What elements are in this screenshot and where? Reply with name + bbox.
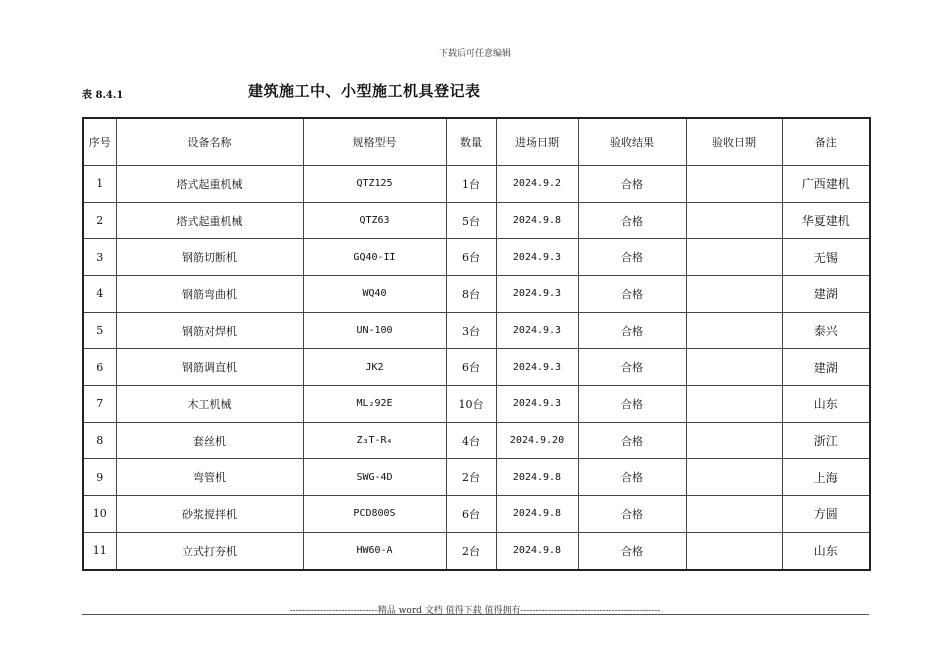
cell-check-date [686, 349, 782, 386]
cell-result: 合格 [578, 239, 686, 276]
cell-check-date [686, 532, 782, 570]
cell-name: 套丝机 [116, 422, 303, 459]
cell-note: 方圆 [782, 496, 870, 533]
cell-note: 浙江 [782, 422, 870, 459]
cell-note: 山东 [782, 386, 870, 423]
cell-no: 3 [83, 239, 116, 276]
cell-result: 合格 [578, 312, 686, 349]
cell-qty: 1台 [446, 166, 496, 203]
cell-model: QTZ63 [303, 202, 446, 239]
cell-no: 9 [83, 459, 116, 496]
cell-name: 钢筋调直机 [116, 349, 303, 386]
cell-result: 合格 [578, 386, 686, 423]
page-title: 建筑施工中、小型施工机具登记表 [248, 82, 481, 100]
cell-check-date [686, 202, 782, 239]
cell-result: 合格 [578, 422, 686, 459]
cell-model: HW60-A [303, 532, 446, 570]
table-row [83, 239, 870, 276]
column-header-note: 备注 [782, 118, 870, 166]
cell-model: GQ40-II [303, 239, 446, 276]
cell-note: 广西建机 [782, 166, 870, 203]
table-header-row [83, 118, 870, 166]
cell-qty: 8台 [446, 276, 496, 313]
cell-name: 钢筋切断机 [116, 239, 303, 276]
cell-name: 木工机械 [116, 386, 303, 423]
cell-name: 砂浆搅拌机 [116, 496, 303, 533]
cell-entry-date: 2024.9.2 [496, 166, 578, 203]
cell-note: 建湖 [782, 276, 870, 313]
cell-result: 合格 [578, 276, 686, 313]
cell-entry-date: 2024.9.3 [496, 312, 578, 349]
cell-no: 7 [83, 386, 116, 423]
cell-name: 塔式起重机械 [116, 166, 303, 203]
cell-model: SWG-4D [303, 459, 446, 496]
cell-no: 6 [83, 349, 116, 386]
column-header-qty: 数量 [446, 118, 496, 166]
cell-entry-date: 2024.9.3 [496, 239, 578, 276]
cell-entry-date: 2024.9.20 [496, 422, 578, 459]
cell-entry-date: 2024.9.8 [496, 496, 578, 533]
cell-qty: 6台 [446, 239, 496, 276]
cell-model: PCD800S [303, 496, 446, 533]
cell-note: 山东 [782, 532, 870, 570]
table-row [83, 276, 870, 313]
cell-check-date [686, 276, 782, 313]
footer-text: -----------------------------精品 word 文档 值得下载 值得拥有---------------------------------------------- [289, 606, 661, 616]
header-note: 下载后可任意编辑 [438, 49, 511, 59]
cell-name: 塔式起重机械 [116, 202, 303, 239]
column-header-entry-date: 进场日期 [496, 118, 578, 166]
cell-qty: 6台 [446, 496, 496, 533]
cell-qty: 3台 [446, 312, 496, 349]
cell-qty: 6台 [446, 349, 496, 386]
cell-entry-date: 2024.9.3 [496, 349, 578, 386]
cell-note: 建湖 [782, 349, 870, 386]
cell-name: 钢筋对焊机 [116, 312, 303, 349]
cell-qty: 10台 [446, 386, 496, 423]
table-row [83, 349, 870, 386]
equipment-register-table [82, 117, 871, 571]
cell-result: 合格 [578, 459, 686, 496]
cell-note: 泰兴 [782, 312, 870, 349]
cell-model: JK2 [303, 349, 446, 386]
table-row [83, 312, 870, 349]
cell-qty: 4台 [446, 422, 496, 459]
column-header-result: 验收结果 [578, 118, 686, 166]
cell-note: 华夏建机 [782, 202, 870, 239]
cell-check-date [686, 312, 782, 349]
cell-note: 无锡 [782, 239, 870, 276]
cell-result: 合格 [578, 496, 686, 533]
cell-entry-date: 2024.9.8 [496, 202, 578, 239]
cell-no: 11 [83, 532, 116, 570]
table-row [83, 459, 870, 496]
cell-model: ML₂92E [303, 386, 446, 423]
cell-result: 合格 [578, 349, 686, 386]
table-row [83, 532, 870, 570]
table-row [83, 422, 870, 459]
column-header-no: 序号 [83, 118, 116, 166]
cell-check-date [686, 239, 782, 276]
cell-entry-date: 2024.9.8 [496, 532, 578, 570]
table-number: 表 8.4.1 [82, 90, 124, 101]
cell-entry-date: 2024.9.3 [496, 276, 578, 313]
cell-no: 5 [83, 312, 116, 349]
column-header-check-date: 验收日期 [686, 118, 782, 166]
cell-check-date [686, 166, 782, 203]
cell-result: 合格 [578, 202, 686, 239]
cell-note: 上海 [782, 459, 870, 496]
table-row [83, 496, 870, 533]
table-row [83, 202, 870, 239]
cell-qty: 2台 [446, 459, 496, 496]
cell-name: 钢筋弯曲机 [116, 276, 303, 313]
cell-entry-date: 2024.9.3 [496, 386, 578, 423]
cell-entry-date: 2024.9.8 [496, 459, 578, 496]
cell-no: 10 [83, 496, 116, 533]
cell-no: 8 [83, 422, 116, 459]
cell-result: 合格 [578, 532, 686, 570]
cell-check-date [686, 496, 782, 533]
cell-check-date [686, 386, 782, 423]
table-row [83, 386, 870, 423]
cell-qty: 2台 [446, 532, 496, 570]
cell-no: 4 [83, 276, 116, 313]
cell-model: QTZ125 [303, 166, 446, 203]
cell-check-date [686, 459, 782, 496]
column-header-name: 设备名称 [116, 118, 303, 166]
cell-check-date [686, 422, 782, 459]
table-row [83, 166, 870, 203]
column-header-model: 规格型号 [303, 118, 446, 166]
cell-no: 1 [83, 166, 116, 203]
cell-result: 合格 [578, 166, 686, 203]
cell-name: 弯管机 [116, 459, 303, 496]
table-body [83, 166, 870, 571]
cell-no: 2 [83, 202, 116, 239]
cell-model: UN-100 [303, 312, 446, 349]
cell-qty: 5台 [446, 202, 496, 239]
cell-model: WQ40 [303, 276, 446, 313]
cell-model: Z₃T-R₄ [303, 422, 446, 459]
cell-name: 立式打夯机 [116, 532, 303, 570]
